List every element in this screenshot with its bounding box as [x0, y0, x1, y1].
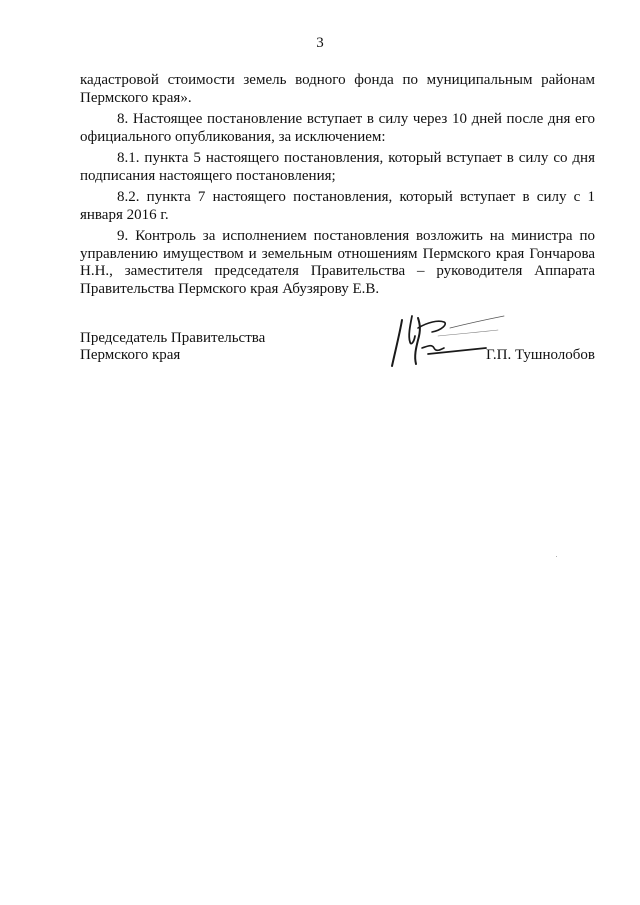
- paragraph-item-8: 8. Настоящее постановление вступает в силу через 10 дней после дня его официального опубликования, за исключением:: [80, 111, 595, 145]
- page-number: 3: [316, 35, 324, 51]
- signatory-title: [80, 330, 265, 364]
- signatory-title-line1: Председатель Правительства: [80, 330, 266, 346]
- signature-block: [80, 330, 595, 390]
- paragraph-item-8-2: 8.2. пункта 7 настоящего постановления, который вступает в силу с 1 января 2016 г.: [80, 189, 595, 223]
- signatory-name: Г.П. Тушнолобов: [485, 347, 595, 363]
- document-body: [80, 72, 595, 302]
- scan-speck: [556, 556, 557, 557]
- signatory-title-line2: Пермского края: [80, 347, 181, 363]
- paragraph-continuation: кадастровой стоимости земель водного фонда по муниципальным районам Пермского края».: [80, 72, 595, 106]
- paragraph-item-8-1: 8.1. пункта 5 настоящего постановления, который вступает в силу со дня подписания настоящего постановления;: [80, 150, 595, 184]
- paragraph-item-9: 9. Контроль за исполнением постановления возложить на министра по управлению имуществом и земельным отношениям Пермского края Гончарова Н.Н., заместителя председателя Правительства – руководителя Аппарата Правительства Пермского края Абузярову Е.В.: [80, 228, 595, 297]
- handwritten-signature: [388, 312, 518, 374]
